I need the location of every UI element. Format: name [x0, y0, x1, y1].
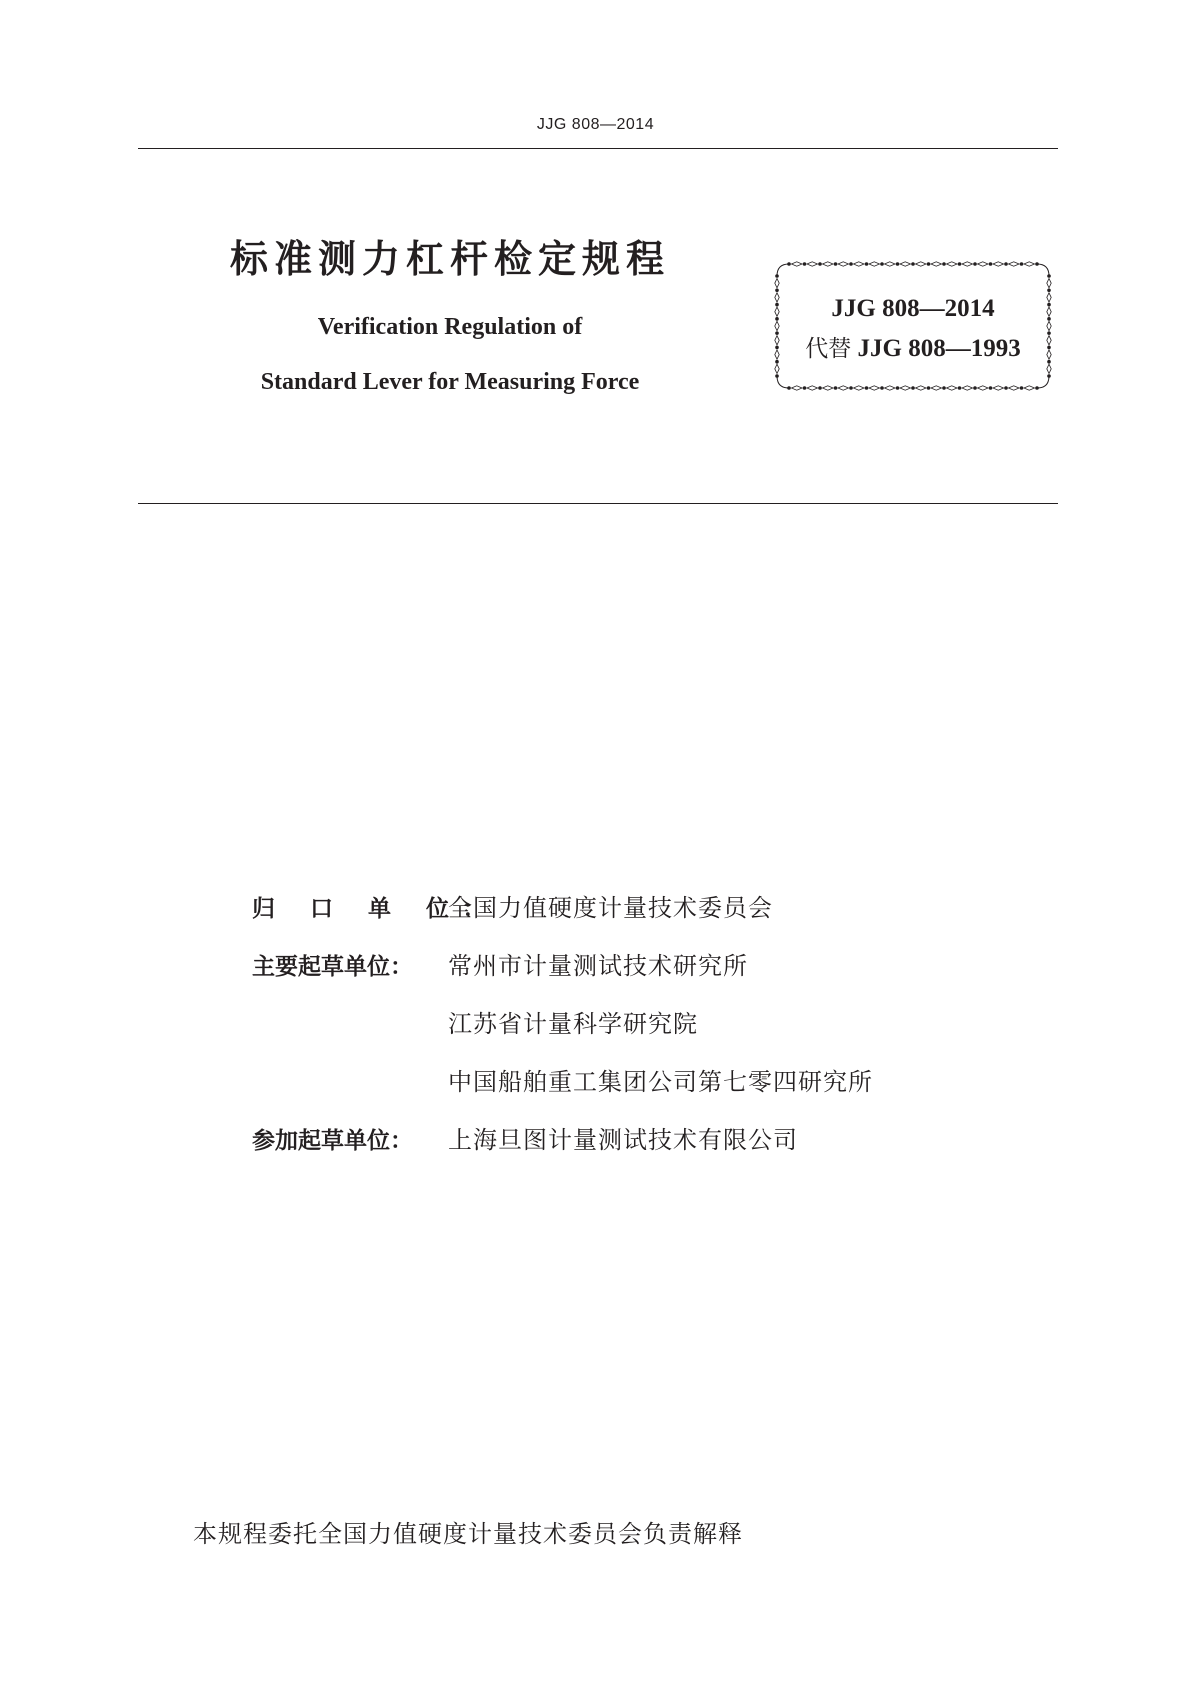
top-divider — [138, 148, 1058, 149]
main-drafter-3: 中国船舶重工集团公司第七零四研究所 — [448, 1068, 873, 1096]
main-drafter-label: 主要起草单位： — [252, 954, 413, 980]
standard-code: JJG 808—2014 — [831, 295, 995, 322]
running-header-code: JJG 808—2014 — [536, 116, 655, 133]
main-drafter-row-3 — [252, 1062, 873, 1120]
interpretation-note: 本规程委托全国力值硬度计量技术委员会负责解释 — [193, 1520, 743, 1548]
title-english-line-1: Verification Regulation of — [317, 314, 583, 340]
responsible-unit-row — [252, 888, 873, 946]
replaces-prefix: 代替 — [805, 336, 852, 362]
main-drafter-2: 江苏省计量科学研究院 — [448, 1010, 698, 1038]
standard-code-box — [774, 261, 1052, 391]
participating-drafter-label: 参加起草单位： — [252, 1128, 413, 1154]
responsible-unit-label: 归 口 单 位： — [252, 896, 500, 922]
participating-drafter-row — [252, 1120, 873, 1178]
decorative-border — [774, 261, 1052, 391]
main-drafter-row-2 — [252, 1004, 873, 1062]
main-drafter-row — [252, 946, 873, 1004]
replaces-line — [774, 336, 1052, 361]
bottom-divider — [138, 503, 1058, 504]
responsible-unit: 全国力值硬度计量技术委员会 — [448, 894, 773, 922]
title-block — [200, 237, 700, 395]
replaced-code: JJG 808—1993 — [857, 335, 1021, 362]
title-chinese: 标准测力杠杆检定规程 — [229, 237, 670, 281]
drafting-units — [252, 888, 873, 1178]
main-drafter-1: 常州市计量测试技术研究所 — [448, 952, 748, 980]
title-english-line-2: Standard Lever for Measuring Force — [260, 369, 640, 395]
participating-drafter: 上海旦图计量测试技术有限公司 — [448, 1126, 798, 1154]
